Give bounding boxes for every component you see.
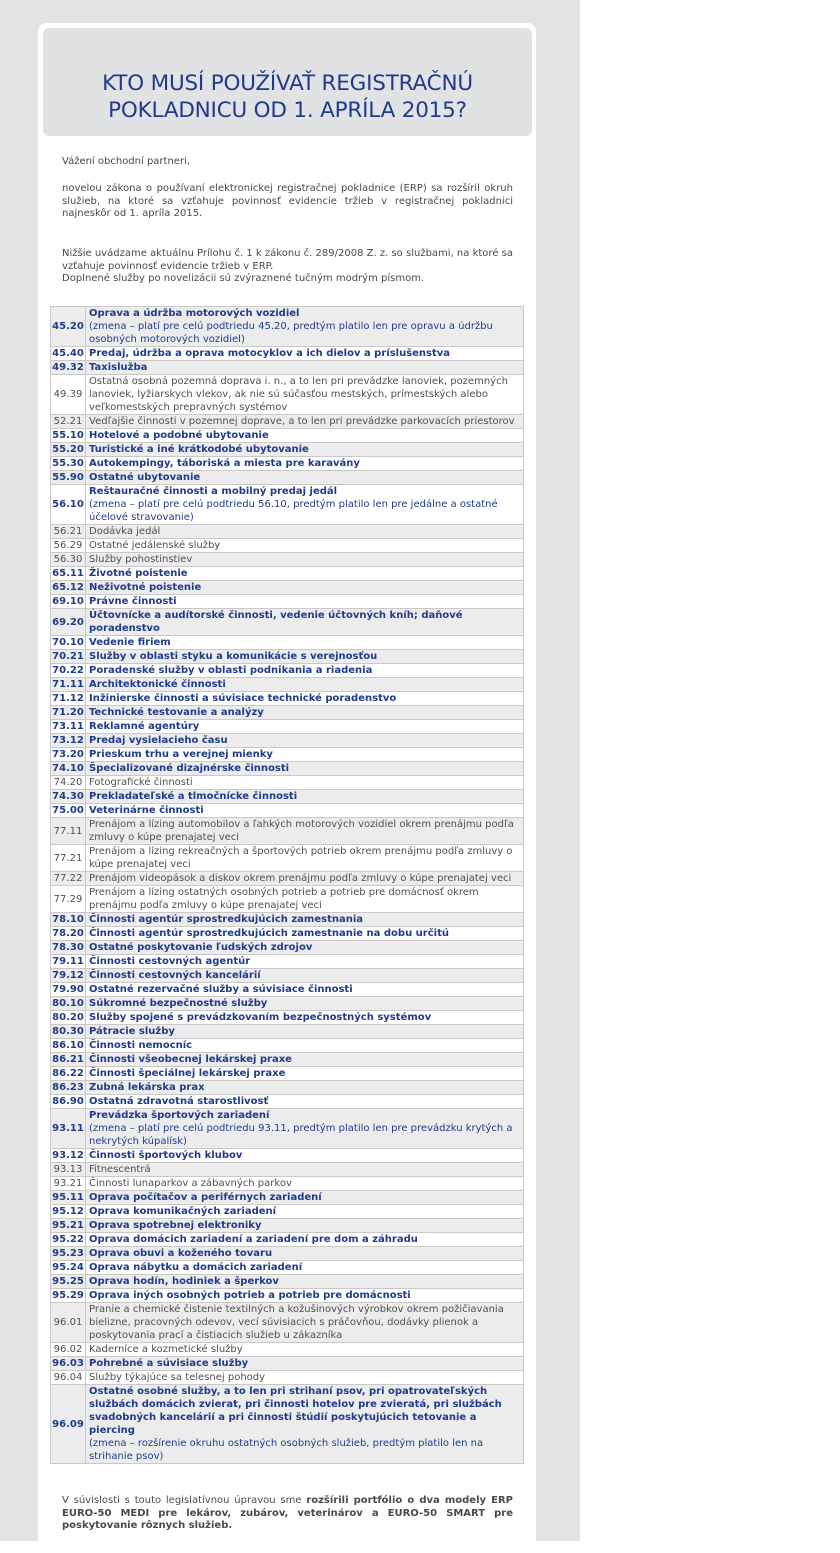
table-row: [51, 678, 524, 692]
service-name-cell: [86, 485, 524, 525]
service-name-cell: [86, 1289, 524, 1303]
annex-note: Nižšie uvádzame aktuálnu Prílohu č. 1 k zákonu č. 289/2008 Z. z. so službami, na ktoré sa vzťahuje povinnosť evidencie tržieb v ERP.: [62, 248, 513, 272]
table-row: [51, 1371, 524, 1385]
table-row: [51, 804, 524, 818]
service-name: Ostatné osobné služby, a to len pri strihaní psov, pri opatrovateľských službách domácich zvierat, pri činnosti hotelov pre zvieratá, pri službách svadobných kancelárií a pri činnosti štúdií poskytujúcich tetovanie a piercing: [89, 1386, 502, 1436]
nace-code-cell: 70.10: [52, 637, 84, 648]
service-name: Poradenské služby v oblasti podnikania a riadenia: [89, 665, 373, 676]
service-name: Vedľajšie činnosti v pozemnej doprave, a to len pri prevádzke parkovacích priestorov: [89, 416, 515, 427]
service-name-cell: [86, 955, 524, 969]
service-name-cell: [86, 1191, 524, 1205]
service-name: Vedenie firiem: [89, 637, 171, 648]
nace-code-cell: 80.30: [52, 1026, 84, 1037]
nace-code-cell: 95.12: [52, 1206, 84, 1217]
service-name-cell: [86, 845, 524, 872]
table-row: [51, 307, 524, 347]
service-name-cell: [86, 1261, 524, 1275]
service-name: Oprava iných osobných potrieb a potrieb pre domácnosti: [89, 1290, 411, 1301]
service-name: Činnosti nemocníc: [89, 1040, 193, 1051]
service-name-cell: [86, 997, 524, 1011]
table-row: [51, 1081, 524, 1095]
service-name: Činnosti špeciálnej lekárskej praxe: [89, 1068, 286, 1079]
nace-code-cell: 55.10: [52, 430, 84, 441]
service-name: Inžinierske činnosti a súvisiace technické poradenstvo: [89, 693, 397, 704]
service-name-cell: [86, 347, 524, 361]
service-name-cell: [86, 539, 524, 553]
service-name-cell: [86, 1219, 524, 1233]
nace-code-cell: 45.20: [51, 307, 86, 347]
service-name: Oprava obuvi a koženého tovaru: [89, 1248, 273, 1259]
service-name: Ostatné jedálenské služby: [89, 540, 221, 551]
service-name-cell: [86, 609, 524, 636]
nace-code-cell: 93.12: [52, 1150, 84, 1161]
service-name-cell: [86, 525, 524, 539]
service-name-cell: [86, 913, 524, 927]
service-name: Predaj vysielacieho času: [89, 735, 228, 746]
service-name-cell: [86, 748, 524, 762]
nace-code-cell: 71.11: [52, 679, 84, 690]
nace-code-cell: 77.21: [51, 845, 86, 872]
service-name-cell: [86, 1109, 524, 1149]
nace-code-cell: 73.11: [52, 721, 84, 732]
service-name-cell: [86, 983, 524, 997]
service-name: Činnosti lunaparkov a zábavných parkov: [89, 1178, 292, 1189]
table-row: [51, 720, 524, 734]
nace-code-cell: 78.10: [52, 914, 84, 925]
service-name-cell: [86, 1149, 524, 1163]
nace-code-cell: 77.22: [51, 872, 86, 886]
table-row: [51, 969, 524, 983]
table-row: [51, 1233, 524, 1247]
service-name: Kaderníce a kozmetické služby: [89, 1344, 243, 1355]
table-row: [51, 1053, 524, 1067]
service-name: Fitnescentrá: [89, 1164, 151, 1175]
table-row: [51, 1177, 524, 1191]
nace-code-cell: 79.11: [52, 956, 84, 967]
service-name-cell: [86, 664, 524, 678]
table-row: [51, 1205, 524, 1219]
table-row: [51, 415, 524, 429]
nace-code-cell: 74.20: [51, 776, 86, 790]
service-name-cell: [86, 595, 524, 609]
service-name: Oprava hodín, hodiniek a šperkov: [89, 1276, 279, 1287]
nace-code-cell: 79.12: [52, 970, 84, 981]
greeting-text: Vážení obchodní partneri,: [62, 156, 191, 167]
service-name: Činnosti všeobecnej lekárskej praxe: [89, 1054, 292, 1065]
service-name-cell: [86, 762, 524, 776]
nace-code-cell: 65.12: [52, 582, 84, 593]
nace-code-cell: 96.04: [51, 1371, 86, 1385]
service-change-note: (zmena – platí pre celú podtriedu 93.11, predtým platilo len pre prevádzku krytých a nekrytých kúpalísk): [89, 1123, 513, 1147]
nace-code-cell: 55.90: [52, 472, 84, 483]
nace-code-cell: 49.39: [51, 375, 86, 415]
nace-code-cell: 74.30: [52, 791, 84, 802]
service-name: Účtovnícke a audítorské činnosti, vedenie účtovných kníh; daňové poradenstvo: [89, 610, 463, 634]
table-row: [51, 595, 524, 609]
nace-code-cell: 93.11: [51, 1109, 86, 1149]
table-row: [51, 1163, 524, 1177]
table-row: [51, 1025, 524, 1039]
service-name: Činnosti agentúr sprostredkujúcich zamestnania: [89, 914, 364, 925]
service-name: Právne činnosti: [89, 596, 177, 607]
outro-bold-text: rozšírili portfólio o dva modely ERP EURO-50 MEDI pre lekárov, zubárov, veterinárov a EURO-50 SMART pre poskytovanie rôznych služieb.: [62, 1495, 513, 1531]
nace-code-cell: 93.21: [51, 1177, 86, 1191]
service-name-cell: [86, 776, 524, 790]
service-name-cell: [86, 1067, 524, 1081]
service-name-cell: [86, 457, 524, 471]
nace-code-cell: 78.20: [52, 928, 84, 939]
table-row: [51, 1261, 524, 1275]
service-name: Ostatné poskytovanie ľudských zdrojov: [89, 942, 313, 953]
nace-code-cell: 95.24: [52, 1262, 84, 1273]
service-name-cell: [86, 969, 524, 983]
service-name: Pátracie služby: [89, 1026, 175, 1037]
nace-code-cell: 71.12: [52, 693, 84, 704]
table-row: [51, 539, 524, 553]
service-name: Činnosti cestovných agentúr: [89, 956, 251, 967]
table-row: [51, 886, 524, 913]
table-row: [51, 1067, 524, 1081]
service-name: Pranie a chemické čistenie textilných a kožušinových výrobkov okrem požičiavania bielizne, pracovných odevov, vecí súvisiacich s práčovňou, dodávky plienok a poskytovania prací a čistiacich služieb u zákazníka: [89, 1304, 504, 1341]
table-row: [51, 1385, 524, 1464]
table-row: [51, 748, 524, 762]
service-name: Prevádzka športových zariadení: [89, 1110, 270, 1121]
table-row: [51, 955, 524, 969]
service-name-cell: [86, 790, 524, 804]
nace-code-cell: 65.11: [52, 568, 84, 579]
service-name: Životné poistenie: [89, 568, 188, 579]
service-name-cell: [86, 720, 524, 734]
service-name-cell: [86, 1357, 524, 1371]
nace-code-cell: 95.22: [52, 1234, 84, 1245]
table-row: [51, 1095, 524, 1109]
service-name: Taxislužba: [89, 362, 148, 373]
service-name: Špecializované dizajnérske činnosti: [89, 763, 290, 774]
table-row: [51, 790, 524, 804]
service-name-cell: [86, 307, 524, 347]
nace-code-cell: 86.22: [52, 1068, 84, 1079]
service-name: Oprava nábytku a domácich zariadení: [89, 1262, 303, 1273]
nace-code-cell: 95.23: [52, 1248, 84, 1259]
nace-code-cell: 95.21: [52, 1220, 84, 1231]
service-name-cell: [86, 1025, 524, 1039]
nace-code-cell: 45.40: [52, 348, 84, 359]
nace-code-cell: 77.11: [51, 818, 86, 845]
service-name-cell: [86, 1343, 524, 1357]
service-name-cell: [86, 553, 524, 567]
service-name-cell: [86, 443, 524, 457]
service-name-cell: [86, 706, 524, 720]
table-row: [51, 983, 524, 997]
nace-code-cell: 95.11: [52, 1192, 84, 1203]
service-name: Oprava a údržba motorových vozidiel: [89, 308, 300, 319]
service-name-cell: [86, 567, 524, 581]
table-row: [51, 457, 524, 471]
nace-code-cell: 95.29: [52, 1290, 84, 1301]
service-name: Pohrebné a súvisiace služby: [89, 1358, 249, 1369]
service-name-cell: [86, 941, 524, 955]
nace-code-cell: 56.30: [51, 553, 86, 567]
outro-paragraph: [62, 1495, 513, 1533]
table-row: [51, 1219, 524, 1233]
service-name-cell: [86, 872, 524, 886]
nace-code-cell: 96.09: [51, 1385, 86, 1464]
service-name: Oprava spotrebnej elektroniky: [89, 1220, 262, 1231]
service-name-cell: [86, 581, 524, 595]
service-name-cell: [86, 375, 524, 415]
nace-code-cell: 80.10: [52, 998, 84, 1009]
service-name: Veterinárne činnosti: [89, 805, 204, 816]
service-name: Dodávka jedál: [89, 526, 161, 537]
service-name: Ostatné ubytovanie: [89, 472, 201, 483]
table-row: [51, 776, 524, 790]
service-name: Služby týkajúce sa telesnej pohody: [89, 1372, 266, 1383]
table-row: [51, 650, 524, 664]
service-name: Súkromné bezpečnostné služby: [89, 998, 268, 1009]
nace-code-cell: 86.23: [52, 1082, 84, 1093]
outro-text: V súvislosti s touto legislatívnou úpravou sme: [62, 1495, 307, 1506]
nace-code-cell: 56.10: [51, 485, 86, 525]
table-row: [51, 1011, 524, 1025]
highlight-note: Doplnené služby po novelizácii sú zvýraznené tučným modrým písmom.: [62, 273, 425, 284]
table-row: [51, 375, 524, 415]
page-title: KTO MUSÍ POUŽÍVAŤ REGISTRAČNÚ POKLADNICU OD 1. APRÍLA 2015?: [102, 71, 473, 124]
nace-code-cell: 69.10: [52, 596, 84, 607]
table-row: [51, 997, 524, 1011]
service-name: Turistické a iné krátkodobé ubytovanie: [89, 444, 309, 455]
service-name: Služby v oblasti styku a komunikácie s verejnosťou: [89, 651, 378, 662]
nace-code-cell: 77.29: [51, 886, 86, 913]
table-row: [51, 734, 524, 748]
table-row: [51, 1247, 524, 1261]
service-name-cell: [86, 734, 524, 748]
service-name-cell: [86, 1205, 524, 1219]
service-change-note: (zmena – platí pre celú podtriedu 45.20, predtým platilo len pre opravu a údržbu osobných motorových vozidiel): [89, 321, 493, 345]
table-row: [51, 1275, 524, 1289]
service-name: Služby pohostinstiev: [89, 554, 193, 565]
service-name: Prenájom a lízing ostatných osobných potrieb a potrieb pre domácnosť okrem prenájmu podľa zmluvy o kúpe prenajatej veci: [89, 887, 479, 911]
nace-code-cell: 69.20: [51, 609, 86, 636]
services-table-body: [51, 307, 524, 1464]
table-row: [51, 706, 524, 720]
service-name-cell: [86, 1081, 524, 1095]
service-name-cell: [86, 429, 524, 443]
service-name-cell: [86, 1303, 524, 1343]
service-name-cell: [86, 1095, 524, 1109]
service-name: Oprava komunikačných zariadení: [89, 1206, 277, 1217]
nace-code-cell: 56.21: [51, 525, 86, 539]
service-name-cell: [86, 650, 524, 664]
table-row: [51, 636, 524, 650]
intro-paragraph: novelou zákona o používaní elektronickej registračnej pokladnice (ERP) sa rozšíril okruh služieb, na ktoré sa vzťahuje povinnosť evidencie tržieb v registračnej pokladnici najneskôr od 1. apríla 2015.: [62, 183, 513, 219]
service-name: Fotografické činnosti: [89, 777, 193, 788]
table-row: [51, 567, 524, 581]
table-row: [51, 1191, 524, 1205]
table-row: [51, 664, 524, 678]
service-name: Ostatná osobná pozemná doprava i. n., a to len pri prevádzke lanoviek, pozemných lanoviek, lyžiarskych vlekov, ak nie sú súčasťou mestských, prímestských alebo veľkomestských prepravných systémov: [89, 376, 508, 413]
table-row: [51, 845, 524, 872]
service-name: Predaj, údržba a oprava motocyklov a ich dielov a príslušenstva: [89, 348, 451, 359]
service-name-cell: [86, 1247, 524, 1261]
service-name-cell: [86, 1053, 524, 1067]
table-row: [51, 485, 524, 525]
nace-code-cell: 73.12: [52, 735, 84, 746]
table-row: [51, 443, 524, 457]
nace-code-cell: 78.30: [52, 942, 84, 953]
service-name-cell: [86, 1371, 524, 1385]
table-row: [51, 818, 524, 845]
nace-code-cell: 55.30: [52, 458, 84, 469]
service-name-cell: [86, 636, 524, 650]
service-name: Reštauračné činnosti a mobilný predaj jedál: [89, 486, 338, 497]
service-name-cell: [86, 1233, 524, 1247]
service-name-cell: [86, 471, 524, 485]
nace-code-cell: 93.13: [51, 1163, 86, 1177]
nace-code-cell: 86.90: [52, 1096, 84, 1107]
table-row: [51, 1343, 524, 1357]
service-name: Zubná lekárska prax: [89, 1082, 205, 1093]
nace-code-cell: 71.20: [52, 707, 84, 718]
table-row: [51, 941, 524, 955]
table-row: [51, 1039, 524, 1053]
nace-code-cell: 86.10: [52, 1040, 84, 1051]
service-change-note: (zmena – rozšírenie okruhu ostatných osobných služieb, predtým platilo len na strihanie psov): [89, 1438, 484, 1462]
service-name-cell: [86, 1177, 524, 1191]
service-name: Činnosti agentúr sprostredkujúcich zamestnanie na dobu určitú: [89, 928, 449, 939]
nace-code-cell: 96.02: [51, 1343, 86, 1357]
table-row: [51, 692, 524, 706]
nace-code-cell: 73.20: [52, 749, 84, 760]
service-name: Technické testovanie a analýzy: [89, 707, 264, 718]
nace-code-cell: 80.20: [52, 1012, 84, 1023]
service-name: Prenájom a lízing automobilov a ľahkých motorových vozidiel okrem prenájmu podľa zmluvy o kúpe prenajatej veci: [89, 819, 514, 843]
service-name: Ostatná zdravotná starostlivosť: [89, 1096, 269, 1107]
service-name-cell: [86, 692, 524, 706]
service-name-cell: [86, 818, 524, 845]
nace-code-cell: 95.25: [52, 1276, 84, 1287]
table-row: [51, 429, 524, 443]
service-name: Prekladateľské a tlmočnícke činnosti: [89, 791, 298, 802]
table-row: [51, 609, 524, 636]
nace-code-cell: 75.00: [52, 805, 84, 816]
service-name: Prenájom a lízing rekreačných a športových potrieb okrem prenájmu podľa zmluvy o kúpe prenajatej veci: [89, 846, 513, 870]
table-row: [51, 525, 524, 539]
table-row: [51, 471, 524, 485]
nace-code-cell: 79.90: [52, 984, 84, 995]
table-row: [51, 1357, 524, 1371]
nace-code-cell: 70.21: [52, 651, 84, 662]
nace-code-cell: 86.21: [52, 1054, 84, 1065]
service-name-cell: [86, 1011, 524, 1025]
service-name-cell: [86, 1275, 524, 1289]
nace-code-cell: 56.29: [51, 539, 86, 553]
service-name-cell: [86, 361, 524, 375]
table-row: [51, 872, 524, 886]
nace-code-cell: 52.21: [51, 415, 86, 429]
service-name-cell: [86, 886, 524, 913]
service-name: Neživotné poistenie: [89, 582, 202, 593]
service-name-cell: [86, 1385, 524, 1464]
service-name: Služby spojené s prevádzkovaním bezpečnostných systémov: [89, 1012, 432, 1023]
service-name-cell: [86, 927, 524, 941]
service-name: Činnosti cestovných kancelárií: [89, 970, 261, 981]
table-row: [51, 913, 524, 927]
service-name: Ostatné rezervačné služby a súvisiace činnosti: [89, 984, 353, 995]
nace-code-cell: 70.22: [52, 665, 84, 676]
table-row: [51, 1149, 524, 1163]
service-name: Autokempingy, táboriská a miesta pre karavány: [89, 458, 360, 469]
table-row: [51, 361, 524, 375]
nace-code-cell: 96.01: [51, 1303, 86, 1343]
table-row: [51, 347, 524, 361]
nace-code-cell: 49.32: [52, 362, 84, 373]
service-name: Prieskum trhu a verejnej mienky: [89, 749, 273, 760]
service-name-cell: [86, 415, 524, 429]
service-name: Prenájom videopások a diskov okrem prenájmu podľa zmluvy o kúpe prenajatej veci: [89, 873, 512, 884]
service-name-cell: [86, 678, 524, 692]
service-name: Hotelové a podobné ubytovanie: [89, 430, 269, 441]
table-row: [51, 1289, 524, 1303]
service-name-cell: [86, 804, 524, 818]
service-name: Oprava domácich zariadení a zariadení pre dom a záhradu: [89, 1234, 418, 1245]
service-name: Architektonické činnosti: [89, 679, 226, 690]
table-row: [51, 553, 524, 567]
service-name: Reklamné agentúry: [89, 721, 200, 732]
table-row: [51, 1109, 524, 1149]
service-name: Oprava počítačov a periférnych zariadení: [89, 1192, 322, 1203]
table-row: [51, 581, 524, 595]
table-row: [51, 1303, 524, 1343]
services-table: [50, 306, 524, 1464]
service-name: Činnosti športových klubov: [89, 1150, 243, 1161]
nace-code-cell: 74.10: [52, 763, 84, 774]
service-name-cell: [86, 1039, 524, 1053]
service-change-note: (zmena – platí pre celú podtriedu 56.10, predtým platilo len pre jedálne a ostatné účelové stravovanie): [89, 499, 498, 523]
service-name-cell: [86, 1163, 524, 1177]
nace-code-cell: 55.20: [52, 444, 84, 455]
nace-code-cell: 96.03: [52, 1358, 84, 1369]
table-row: [51, 762, 524, 776]
table-row: [51, 927, 524, 941]
